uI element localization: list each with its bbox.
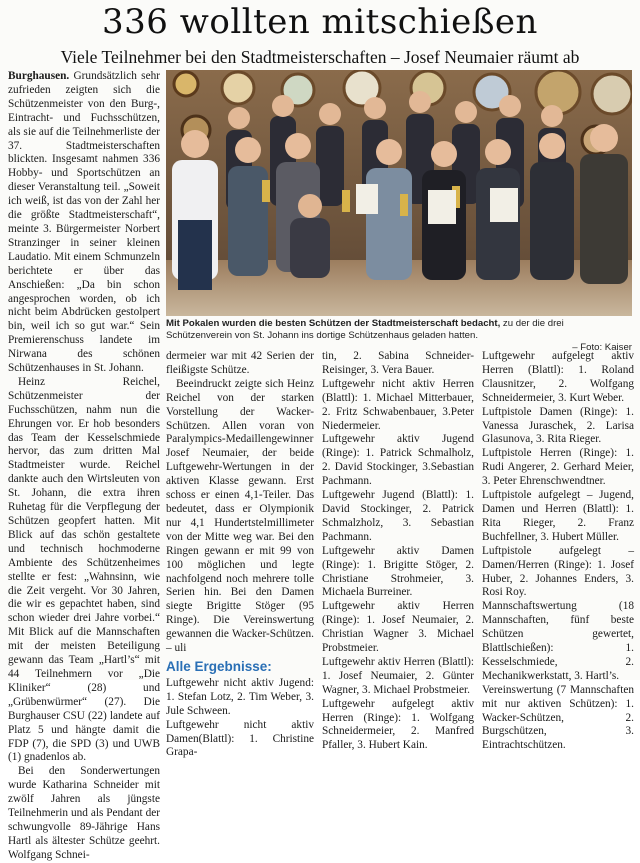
article-headline: 336 wollten mitschießen: [102, 2, 538, 42]
result-item: Luftpistole Herren (Ringe): 1. Rudi Angerer, 2. Gerhard Meier, 3. Peter Ehrenschwendtner.: [482, 447, 634, 488]
caption-text: zu der die drei Schützenverein von St. Johann ins dortige Schützenhaus geladen hatten.: [166, 318, 564, 341]
paragraph-3: Bei den Sonderwertungen wurde Katharina Schneider mit zwölf Jahren als jüngste Teilnehmerin und als Pendant der schwungvolle 89-Jährige Hans Hartl als ältester Schütze geehrt. Wolfgang Schnei-: [8, 765, 160, 861]
result-item: Vereinswertung (7 Mannschaften mit nur aktiven Schützen): 1. Wacker-Schützen, 2. Burgschützen, 3. Eintrachtschützen.: [482, 683, 634, 752]
result-item: Luftgewehr aktiv Damen (Ringe): 1. Brigitte Stöger, 2. Christiane Strohmeier, 3. Michaela Burreiner.: [322, 544, 474, 599]
result-item: Luftgewehr nicht aktiv Jugend: 1. Stefan Lotz, 2. Tim Weber, 3. Jule Schween.: [166, 676, 314, 717]
result-item: Luftgewehr aktiv Jugend (Ringe): 1. Patrick Schmalholz, 2. David Stockinger, 3.Sebastian Pachmann.: [322, 433, 474, 488]
article-subline: Viele Teilnehmer bei den Stadtmeisterschaften – Josef Neumaier räumt ab: [60, 47, 580, 67]
result-item: Luftgewehr aktiv Herren (Blattl): 1. Josef Neumaier, 2. Günter Wagner, 3. Michael Probstmeier.: [322, 655, 474, 696]
group-photo-illustration: [166, 70, 632, 316]
photo-caption: [166, 318, 632, 354]
group-photo: [166, 70, 632, 316]
result-item: Luftgewehr aufgelegt aktiv Herren (Blattl): 1. Roland Clausnitzer, 2. Wolfgang Schneidermeier, 3. Kurt Weber.: [482, 350, 634, 404]
result-item: Luftgewehr aufgelegt aktiv Herren (Ringe): 1. Wolfgang Schneidermeier, 2. Manfred Pfaller, 3. Hubert Kain.: [322, 697, 474, 752]
article-column-2: [166, 350, 314, 760]
result-item: Mannschaftswertung (18 Mannschaften, fünf beste Schützen gewertet, Blattlschießen): 1. Kesselschmiede, 2. Mechanikwerkstatt, 3. Hartl’s.: [482, 600, 634, 682]
article-column-3: [322, 350, 474, 753]
result-item: Luftgewehr aktiv Herren (Ringe): 1. Josef Neumaier, 2. Christian Wagner 3. Michael Probstmeier.: [322, 600, 474, 655]
result-item: Luftpistole aufgelegt – Jugend, Damen und Herren (Blattl): 1. Rita Rieger, 2. Franz Buchfellner, 3. Hubert Müller.: [482, 489, 634, 543]
results-heading: Alle Ergebnisse:: [166, 658, 272, 674]
result-item: Luftgewehr Jugend (Blattl): 1. David Stockinger, 2. Patrick Schmalzholz, 3. Sebastian Pachmann.: [322, 489, 474, 543]
paragraph-1-text: Grundsätzlich sehr zufrieden zeigten sich die Schützenmeister von den Burg-, Eintracht- und Fuchsschützen, als sie auf die Teilnehmerliste der 37. Stadtmeisterschaften blickten. Insgesamt nahmen 336 Hobby- und Sportschützen an dieser Veranstaltung teil. „Soweit ich weiß, ist das von der Zahl her die größte Stadtmeisterschaft“, meinte 3. Bürgermeister Norbert Stranzinger in seiner kleinen Laudatio. Mit einem Schmunzeln berichtete er über das Anschießen: „Da bin schon angesprochen worden, ob ich nicht beim Abdrücken gestolpert bin, weil ich so gut war.“ Sein Premierenschuss landete im Nirwana des schönen Schützenhauses in St. Johann.: [8, 70, 160, 375]
col2-paragraph-1: dermeier war mit 42 Serien der fleißigste Schütze.: [166, 350, 314, 376]
result-item: Luftgewehr nicht aktiv Damen(Blattl): 1. Christine Grapa-: [166, 718, 314, 759]
article-column-4: [482, 350, 634, 753]
result-item: Luftpistole aufgelegt – Damen/Herren (Ringe): 1. Josef Huber, 2. Johannes Enders, 3. Rosi Roy.: [482, 544, 634, 599]
caption-bold: Mit Pokalen wurden die besten Schützen der Stadtmeisterschaft bedacht,: [166, 318, 501, 329]
result-item: Luftgewehr nicht aktiv Herren (Blattl): 1. Michael Mitterbauer, 2. Fritz Schwabenbauer, 3.Peter Niedermeier.: [322, 377, 474, 432]
paragraph-1: [8, 70, 160, 376]
photo-credit: – Foto: Kaiser: [572, 342, 632, 353]
article-column-1: [8, 70, 160, 863]
result-item: tin, 2. Sabina Schneider-Reisinger, 3. Vera Bauer.: [322, 350, 474, 376]
paragraph-2: Heinz Reichel, Schützenmeister der Fuchsschützen, nahm nun die Ehrungen vor. Er hob besonders das Team der Kesselschmiede hervor, das zum dritten Mal Stadtmeister wurde. Reichel dankte auch den Wirtsleuten von St. Johann, die extra ihren Ruhetag für die Verpflegung der Schützen geopfert hatten. Mit Blick auf das schön gestaltete und technisch hochmoderne Ambiente des Schützenheimes stellte er fest: „Wahnsinn, wie die Zeit vergeht. Vor 30 Jahren, die wir es gepachtet haben, sind schon wieder drei Jahre vorbei.“ Mit Blick auf die Mannschaften mit der meisten Beteiligung gewann das Team „Hartl’s“ mit 44 Teilnehmern vor „Die Kliniker“ (28) und „Grübenwürmer“ (27). Die Burghauser CSU (22) landete auf Platz 5 und hängte damit die FDP (7), die SPD (3) und UWB (1) gnadenlos ab.: [8, 375, 160, 764]
col2-paragraph-2: Beeindruckt zeigte sich Heinz Reichel von der starken Vorstellung der Wacker-Schützen. Allen voran von Paralympics-Medaillengewinner Josef Neumaier, der beide Luftgewehr-Wertungen in der aktiven Klasse gewann. Erst schoss er einen 4,1-Teiler. Das bedeutet, dass er Olympionik nur 4,1 Hundertstelmillimeter von der Mitte weg war. Bei den Ringen gewann er mit 99 von 100 möglichen und legte nachfolgend noch mehrere tolle Serien hin. Bei den Damen siegte Brigitte Stöger (95 Ringe). Die Vereinswertung gewannen die Wacker-Schützen. – uli: [166, 377, 314, 655]
dateline: Burghausen.: [8, 70, 70, 82]
result-item: Luftpistole Damen (Ringe): 1. Vanessa Juraschek, 2. Larisa Glasunova, 3. Rita Rieger.: [482, 405, 634, 446]
